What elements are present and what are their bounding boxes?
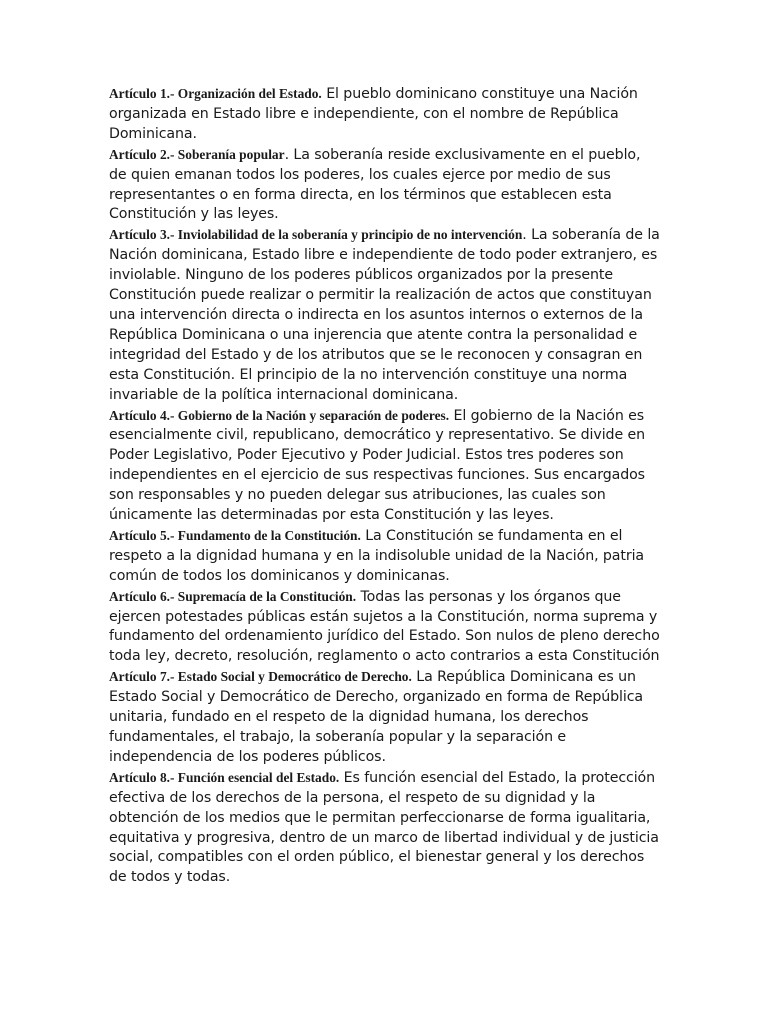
article-1 bbox=[109, 84, 661, 145]
article-heading: Artículo 6.- Supremacía de la Constitución. bbox=[109, 588, 357, 604]
article-2 bbox=[109, 145, 661, 226]
article-heading: Artículo 1.- Organización del Estado. bbox=[109, 86, 322, 101]
article-7 bbox=[109, 667, 661, 768]
article-text: Es función esencial del Estado, la protección efectiva de los derechos de la persona, el respeto de su dignidad y la obtención de los medios que le permitan perfeccionarse de forma igualitaria, equitativa y progresiva, dentro de un marco de libertad individual y de justicia social, compatibles con el orden público, el bienestar general y los derechos de todos y todas. bbox=[109, 769, 659, 886]
article-5 bbox=[109, 526, 661, 587]
article-3 bbox=[109, 225, 661, 405]
article-heading: Artículo 8.- Función esencial del Estado. bbox=[109, 769, 340, 785]
article-text: . La soberanía reside exclusivamente en el pueblo, de quien emanan todos los poderes, los cuales ejerce por medio de sus representantes o en forma directa, en los términos que establecen esta Constitución y las leyes. bbox=[109, 146, 641, 223]
article-heading: Artículo 4.- Gobierno de la Nación y separación de poderes. bbox=[109, 407, 450, 423]
article-text: La Constitución se fundamenta en el respeto a la dignidad humana y en la indisoluble unidad de la Nación, patria común de todos los dominicanos y dominicanas. bbox=[109, 527, 645, 584]
article-heading: Artículo 3.- Inviolabilidad de la soberanía y principio de no intervención bbox=[109, 227, 523, 243]
article-text: La República Dominicana es un Estado Social y Democrático de Derecho, organizado en forma de República unitaria, fundado en el respeto de la dignidad humana, los derechos fundamentales, el trabajo, la soberanía popular y la separación e independencia de los poderes públicos. bbox=[109, 669, 644, 765]
document-body bbox=[109, 84, 661, 888]
article-text: El pueblo dominicano constituye una Nación organizada en Estado libre e independiente, con el nombre de República Dominicana. bbox=[109, 86, 638, 142]
article-heading: Artículo 2.- Soberanía popular bbox=[109, 146, 285, 162]
article-text: Todas las personas y los órganos que ejercen potestades públicas están sujetos a la Constitución, norma suprema y fundamento del ordenamiento jurídico del Estado. Son nulos de pleno derecho toda ley, decreto, resolución, reglamento o acto contrarios a esta Constitución bbox=[109, 588, 660, 665]
article-8 bbox=[109, 768, 661, 888]
article-heading: Artículo 7.- Estado Social y Democrático de Derecho. bbox=[109, 669, 412, 685]
article-6 bbox=[109, 587, 661, 668]
article-text: El gobierno de la Nación es esencialmente civil, republicano, democrático y representativo. Se divide en Poder Legislativo, Poder Ejecutivo y Poder Judicial. Estos tres poderes son independientes en el ejercicio de sus respectivas funciones. Sus encargados son responsables y no pueden delegar sus atribuciones, las cuales son únicamente las determinadas por esta Constitución y las leyes. bbox=[109, 407, 646, 524]
article-heading: Artículo 5.- Fundamento de la Constitución. bbox=[109, 527, 361, 543]
article-4 bbox=[109, 406, 661, 526]
article-text: . La soberanía de la Nación dominicana, Estado libre e independiente de todo poder extranjero, es inviolable. Ninguno de los poderes públicos organizados por la presente Constitución puede realizar o permitir la realización de actos que constituyan una intervención directa o indirecta en los asuntos internos o externos de la República Dominicana o una injerencia que atente contra la personalidad e integridad del Estado y de los atributos que se le reconocen y consagran en esta Constitución. El principio de la no intervención constituye una norma invariable de la política internacional dominicana. bbox=[109, 227, 660, 403]
